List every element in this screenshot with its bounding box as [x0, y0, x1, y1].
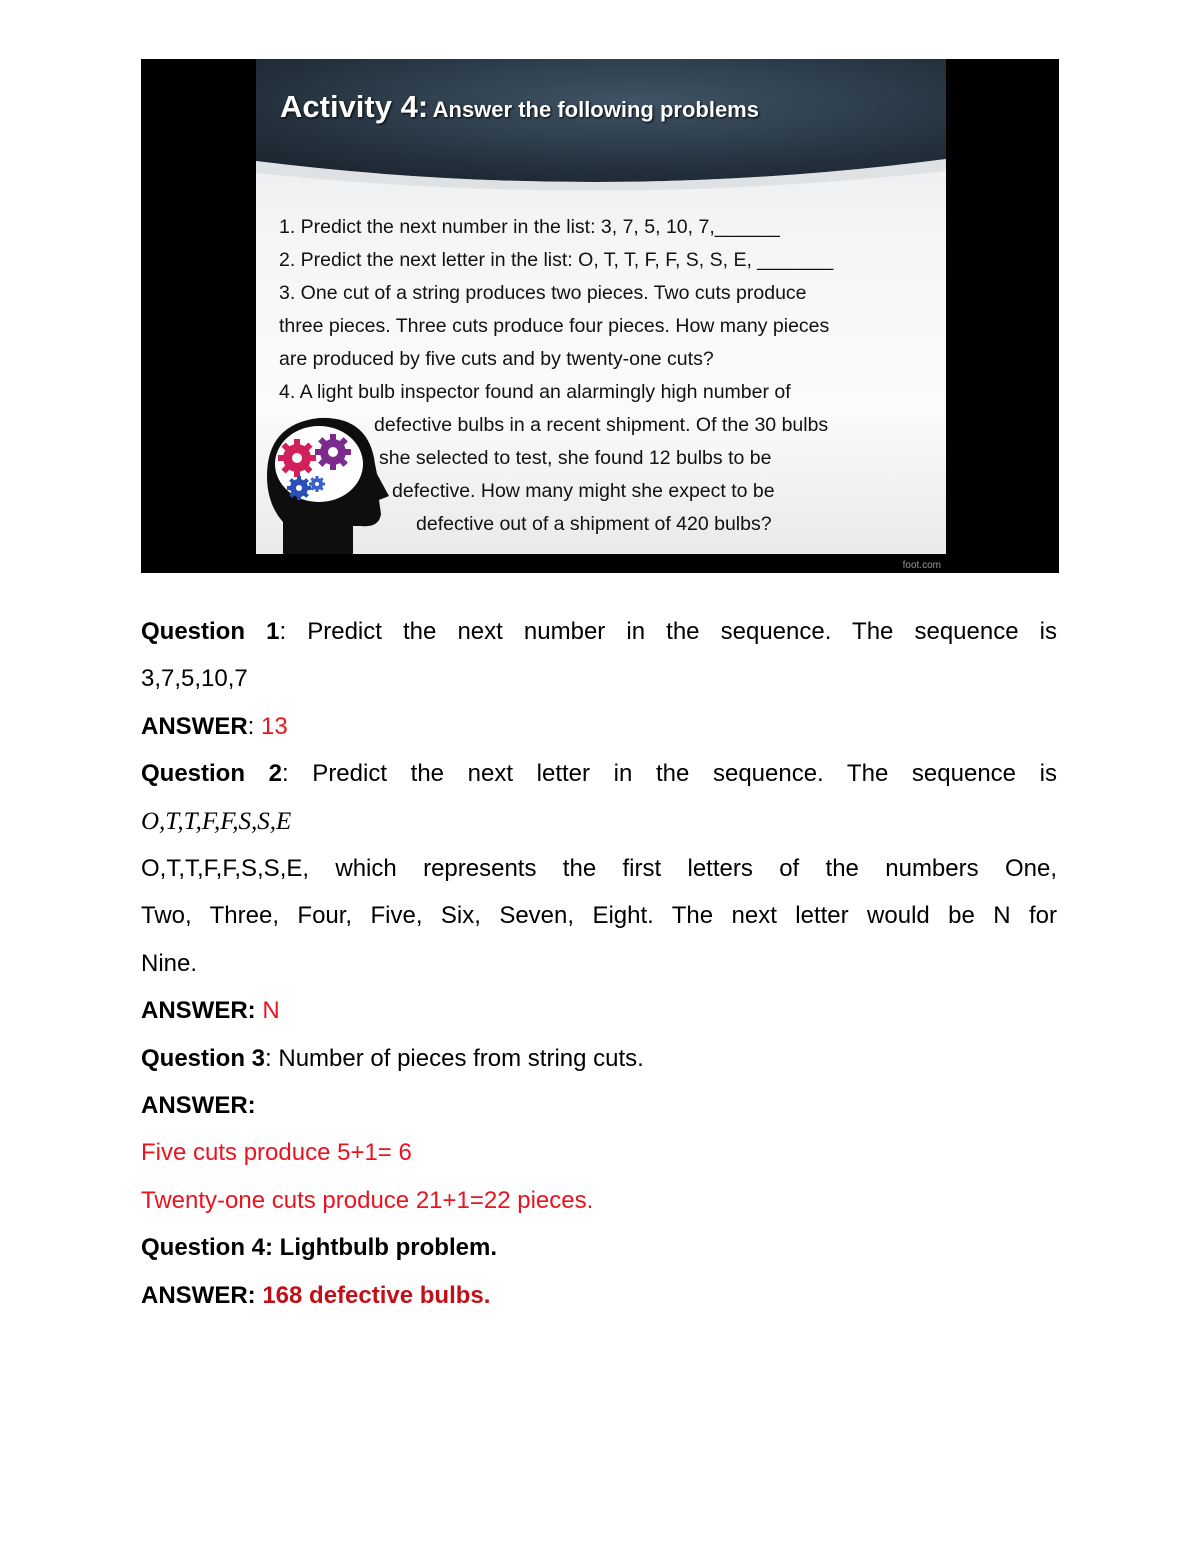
- document-body: [141, 608, 1057, 1319]
- slide-line: defective. How many might she expect to be: [392, 480, 775, 502]
- q3-answer-label: ANSWER:: [141, 1092, 256, 1120]
- q2-math: O,T,T,F,F,S,S,E: [141, 807, 292, 835]
- q4-answer: 168 defective bulbs.: [262, 1281, 491, 1309]
- q1-line: [141, 608, 1057, 655]
- q1-answer: 13: [261, 712, 288, 740]
- q2-explain-line: Nine.: [141, 949, 198, 977]
- q1-answer-sep: :: [247, 712, 262, 740]
- slide-line: 1. Predict the next number in the list: 3, 7, 5, 10, 7,______: [279, 216, 780, 238]
- q3-answer-line: [141, 1082, 1057, 1129]
- slide: [256, 59, 946, 573]
- slide-line: defective out of a shipment of 420 bulbs?: [416, 513, 772, 535]
- slide-line: three pieces. Three cuts produce four pieces. How many pieces: [279, 315, 830, 337]
- slide-line: defective bulbs in a recent shipment. Of the 30 bulbs: [374, 414, 829, 436]
- q1-answer-line: [141, 703, 1057, 750]
- q2-answer-label: ANSWER:: [141, 997, 256, 1025]
- slide-line: she selected to test, she found 12 bulbs to be: [379, 447, 772, 469]
- slide-line: 3. One cut of a string produces two pieces. Two cuts produce: [279, 282, 807, 304]
- q2-answer: N: [255, 997, 280, 1025]
- slide-title-main: Activity 4:: [280, 89, 429, 124]
- q2-line: [141, 750, 1057, 797]
- q1-text: : Predict the next number in the sequence. The sequence is: [279, 618, 1057, 645]
- q4-line: [141, 1224, 1057, 1271]
- q2-math-sequence: [141, 798, 1057, 845]
- q2-label: Question 2: [141, 760, 282, 788]
- q4-answer-label: ANSWER:: [141, 1281, 263, 1309]
- q2-explain-line: Two, Three, Four, Five, Six, Seven, Eight. The next letter would be N for: [141, 902, 1057, 930]
- q3-answer-five: Five cuts produce 5+1= 6: [141, 1139, 412, 1167]
- slide-header: [256, 59, 946, 234]
- slide-credit: foot.com: [902, 560, 941, 571]
- head-gears-icon: [261, 404, 391, 554]
- slide-image: [141, 59, 1059, 573]
- slide-line: are produced by five cuts and by twenty-one cuts?: [279, 348, 714, 370]
- q4-answer-line: [141, 1272, 1057, 1319]
- q3-label: Question 3: [141, 1044, 266, 1072]
- q3-answer-twenty-one: Twenty-one cuts produce 21+1=22 pieces.: [141, 1186, 594, 1214]
- q1-label: Question 1: [141, 618, 280, 645]
- q1-sequence: 3,7,5,10,7: [141, 665, 248, 693]
- q1-answer-label: ANSWER: [141, 712, 248, 740]
- q2-answer-line: [141, 987, 1057, 1034]
- slide-title-rest: Answer the following problems: [432, 97, 759, 122]
- q2-explain-line: O,T,T,F,F,S,S,E, which represents the first letters of the numbers One,: [141, 855, 1057, 883]
- slide-line: 2. Predict the next letter in the list: O, T, T, F, F, S, S, E, _______: [279, 249, 834, 271]
- slide-line: 4. A light bulb inspector found an alarmingly high number of: [279, 381, 791, 403]
- q3-line: [141, 1035, 1057, 1082]
- q4-label: Question 4: Lightbulb problem.: [141, 1234, 497, 1262]
- slide-title: [280, 89, 759, 125]
- q3-text: : Number of pieces from string cuts.: [265, 1044, 644, 1072]
- q2-text: : Predict the next letter in the sequence. The sequence is: [282, 760, 1057, 788]
